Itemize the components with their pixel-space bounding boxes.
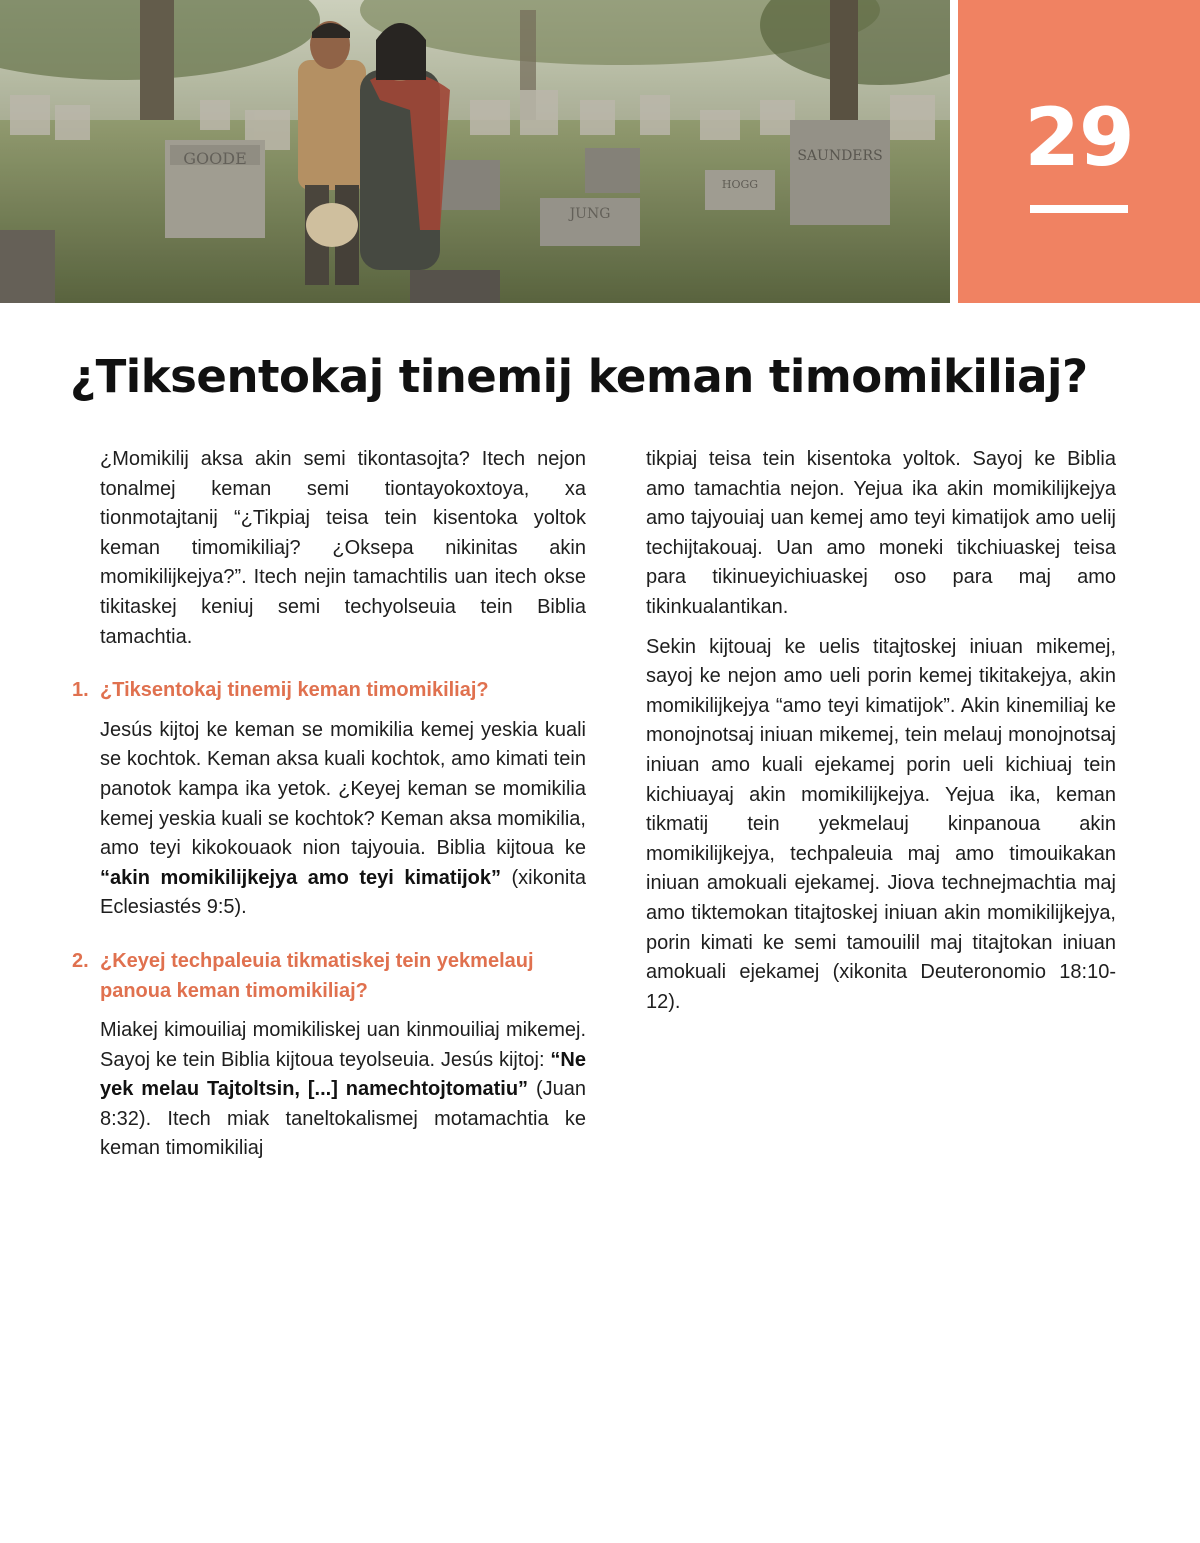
headstone-name-3: SAUNDERS bbox=[797, 148, 883, 164]
question-2-heading bbox=[72, 947, 586, 1006]
question-1-answer bbox=[72, 716, 586, 923]
q1-text-before: Jesús kijtoj ke keman se momikilia kemej yeskia kuali se kochtok. Keman aksa kuali kochtok, amo kimati tein panotok kampa ika yetok. ¿Keyej keman se momikilia kemej yeskia kuali se kochtok? Keman aksa momikilia, amo teyi kikokouaok nion tajyouia. Biblia kijtoua ke bbox=[100, 718, 586, 860]
question-1-text: ¿Tiksentokaj tinemij keman timomikiliaj? bbox=[100, 679, 489, 702]
left-column bbox=[72, 445, 586, 1174]
headstone-name-4: HOGG bbox=[721, 178, 759, 191]
question-2-text: ¿Keyej techpaleuia tikmatiskej tein yekmelauj panoua keman timomikiliaj? bbox=[100, 949, 534, 1002]
lesson-number-panel bbox=[958, 0, 1200, 303]
lesson-title: ¿Tiksentokaj tinemij keman timomikiliaj? bbox=[70, 350, 1088, 403]
header-photo bbox=[0, 0, 950, 303]
question-1-number: 1. bbox=[72, 679, 89, 702]
question-1-heading bbox=[72, 676, 586, 706]
lesson-number: 29 bbox=[1024, 91, 1134, 184]
question-2-answer-continued: tikpiaj teisa tein kisentoka yoltok. Sayoj ke Biblia amo tamachtia nejon. Yejua ika akin momikilijkejya amo tajyouiaj uan kemej amo teyi kimatijok amo uelij techijtakouaj. Uan amo moneki tikchiuaskej teisa para tikinueyichiuaskej oso para maj amo tikinkualantikan. bbox=[646, 448, 1116, 618]
cemetery-photo bbox=[0, 0, 950, 303]
headstone-name-1: GOODE bbox=[183, 149, 247, 168]
question-2-number: 2. bbox=[72, 949, 89, 972]
q2-text-after-part: (Juan 8:32). Itech miak taneltokalismej motamachtia ke keman timomikiliaj bbox=[100, 1078, 586, 1160]
lesson-number-underline bbox=[1030, 205, 1128, 213]
intro-paragraph: ¿Momikilij aksa akin semi tikontasojta? Itech nejon tonalmej keman semi tiontayokoxtoya, xa tionmotajtanij “¿Tikpiaj teisa tein kisentoka yoltok keman timomikiliaj? ¿Oksepa nikinitas akin momikilijkejya?”. Itech nejin tamachtilis uan itech okse tikitaskej keniuj semi techyolseuia tein Biblia tamachtia. bbox=[100, 448, 586, 648]
q1-scripture-quote: “akin momikilijkejya amo teyi kimatijok” bbox=[100, 866, 502, 889]
right-column bbox=[646, 445, 1116, 1027]
question-2-answer-start bbox=[72, 1016, 586, 1164]
q1-text-after: (xikonita Eclesiastés 9:5). bbox=[100, 866, 586, 919]
headstone-name-2: JUNG bbox=[569, 206, 611, 222]
q2-scripture-quote: “Ne yek melau Tajtoltsin, [...] namechtojtomatiu” bbox=[100, 1048, 586, 1101]
q2-text-before: Miakej kimouiliaj momikiliskej uan kinmouiliaj mikemej. Sayoj ke tein Biblia kijtoua teyolseuia. Jesús kijtoj: bbox=[100, 1019, 586, 1071]
question-2-second-paragraph: Sekin kijtouaj ke uelis titajtoskej iniuan mikemej, sayoj ke nejon amo ueli porin kemej tikitakejya, akin momikilijkejya “amo teyi kimatijok”. Akin kinemiliaj ke monojnotsaj iniuan mikemej, tein melauj monojnotsaj iniuan amo kuali ejekamej porin ueli kichiuaj tein kichiuayaj akin momikilijkejya. Yejua ika, keman tikmatij tein yekmelauj kinpanoua akin momikilijkejya, techpaleuia maj amo timouikakan iniuan amokuali ejekamej. Jiova technejmachtia maj amo tiktemokan titajtoskej iniuan akin momikilijkejya, porin kimati ke semi tamouilil maj titajtokan iniuan amokuali ejekamej (xikonita Deuteronomio 18:10-12). bbox=[646, 635, 1116, 1013]
